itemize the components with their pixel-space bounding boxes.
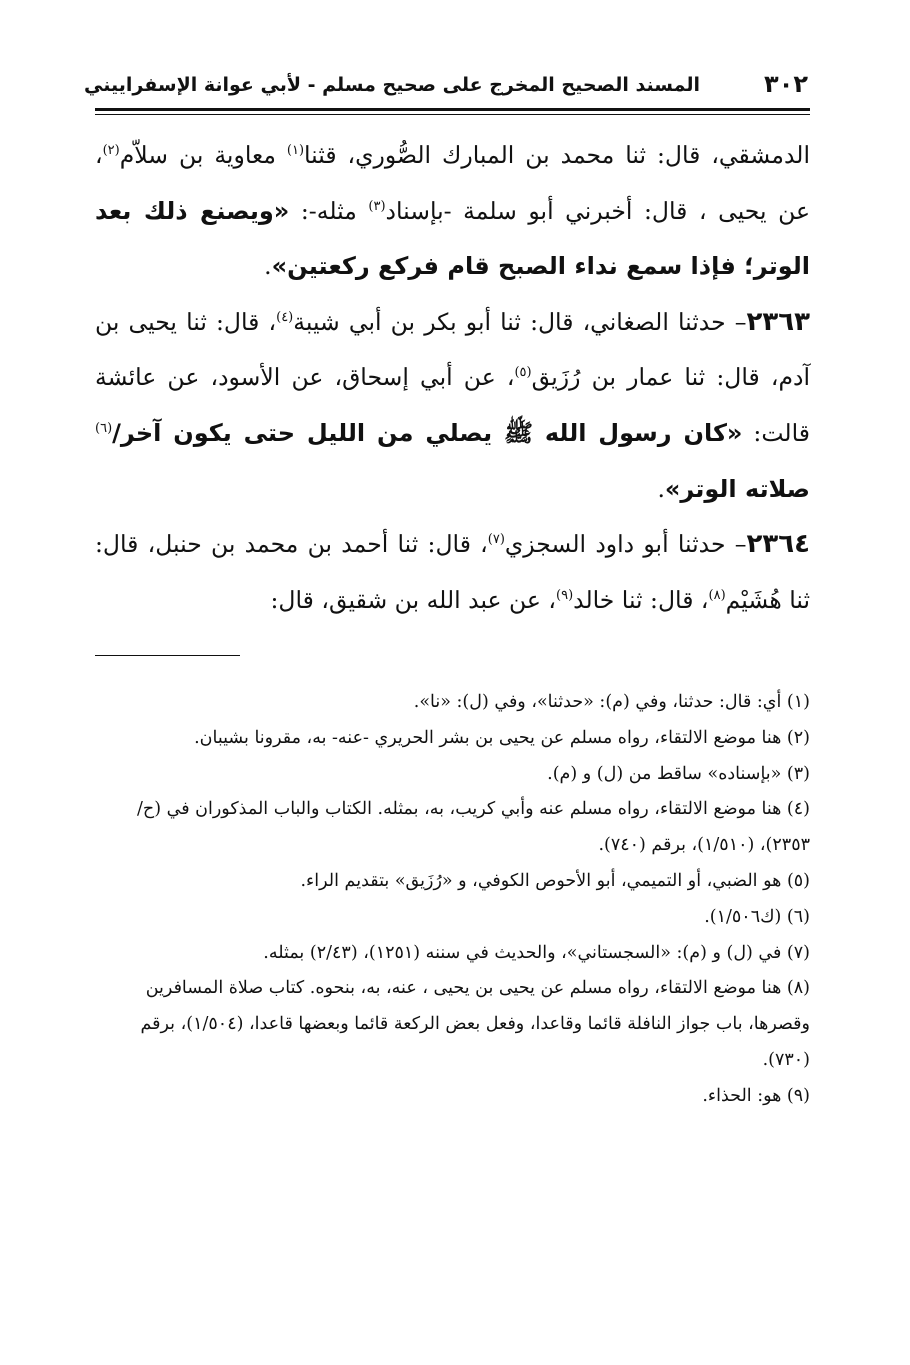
hadith-number: ٢٣٦٣ xyxy=(746,306,811,337)
hadith-2363: ٢٣٦٣– حدثنا الصغاني، قال: ثنا أبو بكر بن أبي شيبة$^{(٤)}$، قال: ثنا يحيى بن آدم، قال: ثنا عمار بن رُزَيق$^{(٥)}$، عن أبي إسحاق، عن الأسود، عن عائشة قالت: «كان رسول الله ﷺ يصلي من الليل حتى يكون آخر/$^{(٦)}$ صلاته الوتر». xyxy=(95,306,811,503)
footnote-ref: (٣) xyxy=(368,198,386,214)
footnote: (٤) هنا موضع الالتقاء، رواه مسلم عنه وأبي كريب، به، بمثله. الكتاب والباب المذكوران في (ح/٢٣٥٣)، (١/٥١٠)، برقم (٧٤٠). xyxy=(137,799,810,856)
footnote-ref: (٤) xyxy=(276,309,294,325)
footnote: (٥) هو الضبي، أو التميمي، أبو الأحوص الكوفي، و «رُزَيق» بتقديم الراء. xyxy=(300,870,810,891)
running-header xyxy=(84,60,810,110)
footnote: (٧) في (ل) و (م): «السجستاني»، والحديث في سننه (١٢٥١)، (٢/٤٣) بمثله. xyxy=(263,942,810,963)
running-title: المسند الصحيح المخرج على صحيح مسلم - لأبي عوانة الإسفراييني xyxy=(84,74,700,96)
footnote: (٢) هنا موضع الالتقاء، رواه مسلم عن يحيى بن بشر الحريري -عنه- به، مقرونا بشيبان. xyxy=(194,727,810,748)
hadith-matn: صلاته الوتر» xyxy=(664,474,810,503)
footnote-ref: (٧) xyxy=(487,532,505,548)
main-text xyxy=(95,128,810,628)
footnote-ref: (٥) xyxy=(514,365,532,381)
footnote: (٦) (ك١/٥٠٦). xyxy=(704,906,810,927)
hadith-number: ٢٣٦٤ xyxy=(746,529,810,560)
footnote-separator xyxy=(95,655,240,656)
footnotes xyxy=(95,685,810,1115)
page xyxy=(84,60,811,1320)
page-number: ٣٠٢ xyxy=(764,70,808,98)
footnote: (٣) «بإسناده» ساقط من (ل) و (م). xyxy=(547,763,810,784)
footnote: (١) أي: قال: حدثنا، وفي (م): «حدثنا»، وفي (ل): «نا». xyxy=(413,692,810,712)
footnote: (٨) هنا موضع الالتقاء، رواه مسلم عن يحيى بن يحيى ، عنه، به، بنحوه. كتاب صلاة المسافرين وقصرها، باب جواز النافلة قائما وقاعدا، وفعل بعض الركعة قائما وبعضها قاعدا، (١/٥٠٤)، برقم (٧٣٠). xyxy=(140,978,810,1070)
hadith-2364: ٢٣٦٤– حدثنا أبو داود السجزي$^{(٧)}$، قال: ثنا أحمد بن محمد بن حنبل، قال: ثنا هُشَيْم$^{(٨)}$، قال: ثنا خالد$^{(٩)}$، عن عبد الله بن شقيق، قال: xyxy=(95,529,810,614)
footnote-ref: (١) xyxy=(286,143,305,159)
footnote-ref: (٢) xyxy=(102,143,120,159)
paragraph-continuation: الدمشقي، قال: ثنا محمد بن المبارك الصُّوري، قثنا$^{(١)}$ معاوية بن سلاّم$^{(٢)}$، عن يحيى ، قال: أخبرني أبو سلمة -بإسناد$^{(٣)}$ مثله-: «ويصنع ذلك بعد الوتر؛ فإذا سمع نداء الصبح قام فركع ركعتين». xyxy=(95,141,811,281)
footnote-ref: (٨) xyxy=(708,587,726,603)
footnote-ref: (٩) xyxy=(556,587,574,603)
footnote-ref: (٦) xyxy=(95,421,113,437)
header-rule xyxy=(95,108,810,111)
hadith-matn: «ويصنع ذلك بعد الوتر؛ فإذا سمع نداء الصبح قام فركع ركعتين» xyxy=(95,196,810,281)
footnote: (٩) هو: الحذاء. xyxy=(702,1085,810,1106)
header-rule-thin xyxy=(95,114,810,115)
hadith-matn: «كان رسول الله ﷺ يصلي من الليل حتى يكون آخر/ xyxy=(112,418,743,447)
